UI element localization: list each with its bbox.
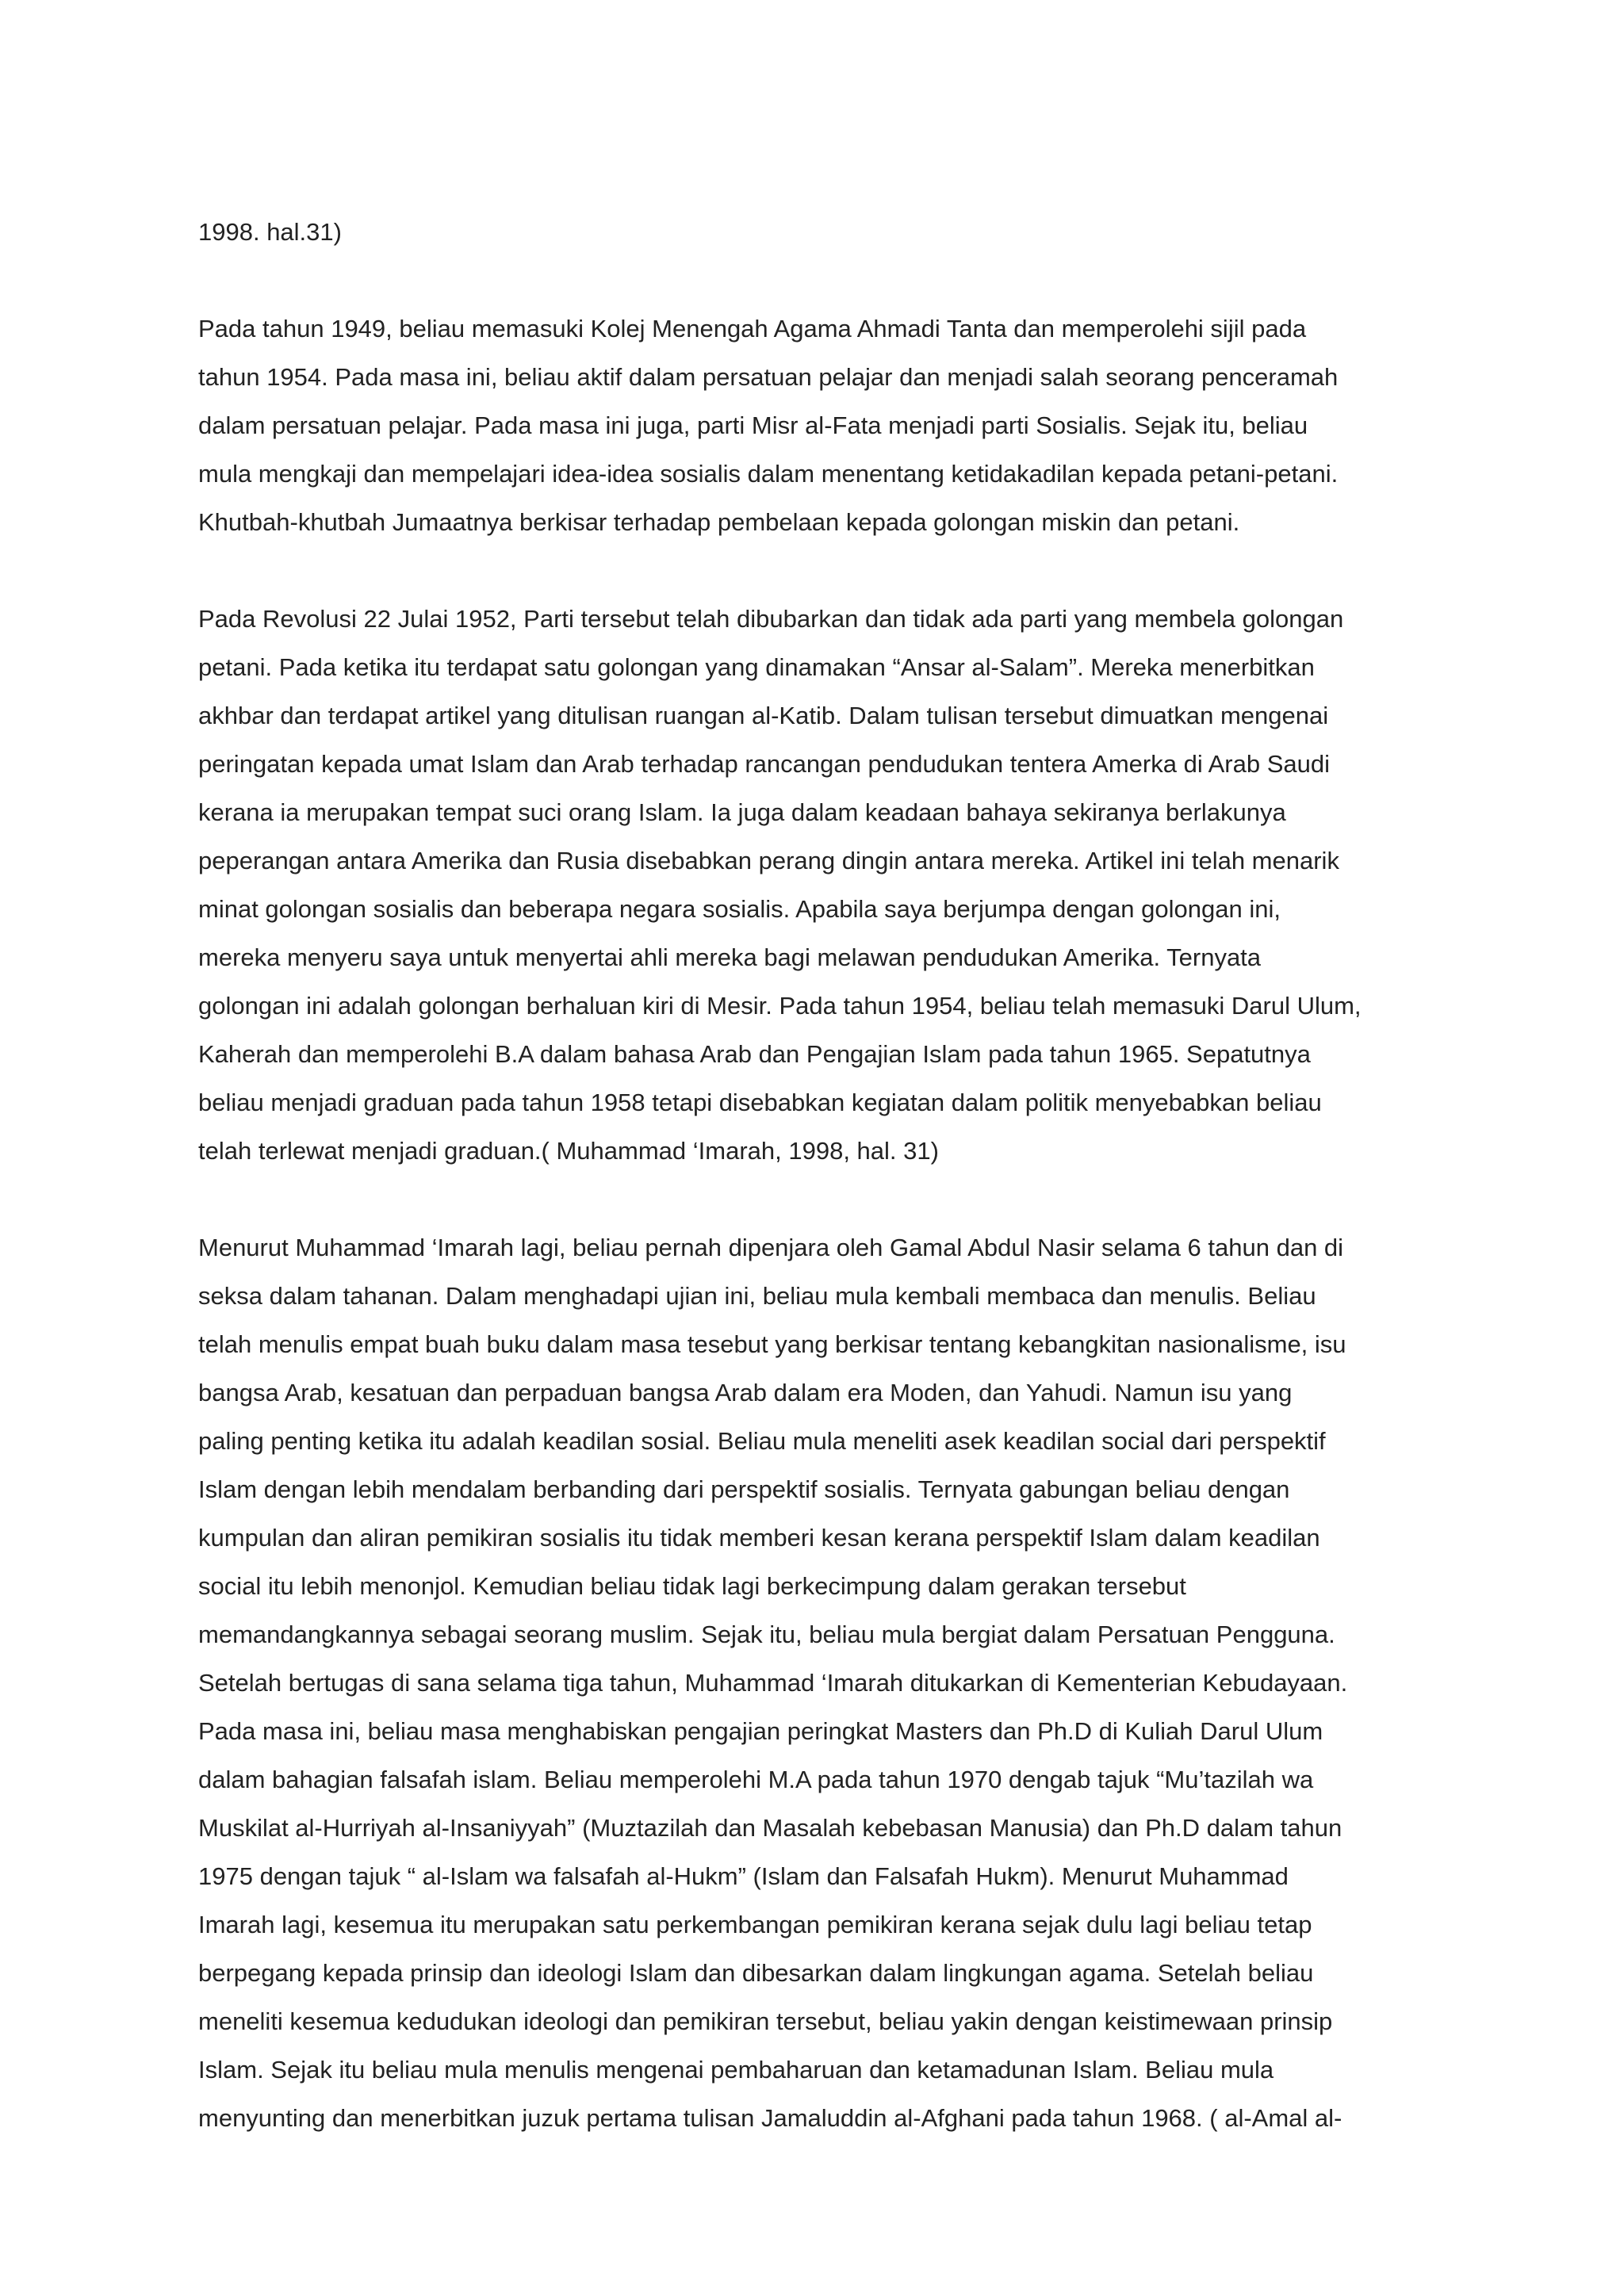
text-line: kumpulan dan aliran pemikiran sosialis itu tidak memberi kesan kerana perspektif Islam dalam keadilan	[198, 1524, 1320, 1552]
text-line: Pada Revolusi 22 Julai 1952, Parti tersebut telah dibubarkan dan tidak ada parti yang membela golongan	[198, 605, 1344, 633]
text-line: Menurut Muhammad ‘Imarah lagi, beliau pernah dipenjara oleh Gamal Abdul Nasir selama 6 tahun dan di	[198, 1234, 1344, 1261]
text-line: dalam bahagian falsafah islam. Beliau memperolehi M.A pada tahun 1970 dengab tajuk “Mu’tazilah wa	[198, 1766, 1314, 1793]
text-line: social itu lebih menonjol. Kemudian beliau tidak lagi berkecimpung dalam gerakan tersebut	[198, 1572, 1186, 1600]
paragraph-1	[198, 304, 1435, 546]
paragraph-gap	[198, 256, 1435, 304]
text-line: mula mengkaji dan mempelajari idea-idea sosialis dalam menentang ketidakadilan kepada petani-petani.	[198, 460, 1339, 488]
document-body	[198, 208, 1435, 2142]
text-line: seksa dalam tahanan. Dalam menghadapi ujian ini, beliau mula kembali membaca dan menulis. Beliau	[198, 1282, 1316, 1310]
text-line: 1975 dengan tajuk “ al-Islam wa falsafah al-Hukm” (Islam dan Falsafah Hukm). Menurut Muhammad	[198, 1862, 1289, 1890]
text-line: Setelah bertugas di sana selama tiga tahun, Muhammad ‘Imarah ditukarkan di Kementerian Kebudayaan.	[198, 1669, 1348, 1697]
text-line: minat golongan sosialis dan beberapa negara sosialis. Apabila saya berjumpa dengan golongan ini,	[198, 895, 1281, 923]
text-line: mereka menyeru saya untuk menyertai ahli mereka bagi melawan pendudukan Amerika. Ternyata	[198, 943, 1262, 971]
paragraph-2	[198, 595, 1435, 1175]
text-line: petani. Pada ketika itu terdapat satu golongan yang dinamakan “Ansar al-Salam”. Mereka menerbitkan	[198, 653, 1315, 681]
text-line: beliau menjadi graduan pada tahun 1958 tetapi disebabkan kegiatan dalam politik menyebabkan beliau	[198, 1089, 1322, 1116]
text-line: bangsa Arab, kesatuan dan perpaduan bangsa Arab dalam era Moden, dan Yahudi. Namun isu yang	[198, 1379, 1293, 1406]
intro-line: 1998. hal.31)	[198, 218, 342, 246]
paragraph-gap	[198, 546, 1435, 595]
text-line: kerana ia merupakan tempat suci orang Islam. Ia juga dalam keadaan bahaya sekiranya berlakunya	[198, 798, 1286, 826]
text-line: telah menulis empat buah buku dalam masa tesebut yang berkisar tentang kebangkitan nasionalisme, isu	[198, 1330, 1346, 1358]
text-line: dalam persatuan pelajar. Pada masa ini juga, parti Misr al-Fata menjadi parti Sosialis. Sejak itu, beliau	[198, 411, 1308, 439]
text-line: peperangan antara Amerika dan Rusia disebabkan perang dingin antara mereka. Artikel ini telah menarik	[198, 847, 1339, 874]
text-line: tahun 1954. Pada masa ini, beliau aktif dalam persatuan pelajar dan menjadi salah seorang penceramah	[198, 363, 1339, 391]
paragraph-3	[198, 1223, 1435, 2142]
text-line: Imarah lagi, kesemua itu merupakan satu perkembangan pemikiran kerana sejak dulu lagi beliau tetap	[198, 1911, 1312, 1938]
text-line: peringatan kepada umat Islam dan Arab terhadap rancangan pendudukan tentera Amerka di Arab Saudi	[198, 750, 1330, 778]
text-line: paling penting ketika itu adalah keadilan sosial. Beliau mula meneliti asek keadilan social dari perspektif	[198, 1427, 1326, 1455]
text-line: memandangkannya sebagai seorang muslim. Sejak itu, beliau mula bergiat dalam Persatuan Pengguna.	[198, 1621, 1335, 1648]
text-line: akhbar dan terdapat artikel yang ditulisan ruangan al-Katib. Dalam tulisan tersebut dimuatkan mengenai	[198, 702, 1329, 729]
text-line: Khutbah-khutbah Jumaatnya berkisar terhadap pembelaan kepada golongan miskin dan petani.	[198, 508, 1240, 536]
text-line: golongan ini adalah golongan berhaluan kiri di Mesir. Pada tahun 1954, beliau telah memasuki Darul Ulum,	[198, 992, 1362, 1020]
text-line: Islam dengan lebih mendalam berbanding dari perspektif sosialis. Ternyata gabungan beliau dengan	[198, 1475, 1290, 1503]
paragraph-gap	[198, 1175, 1435, 1223]
text-line: Islam. Sejak itu beliau mula menulis mengenai pembaharuan dan ketamadunan Islam. Beliau mula	[198, 2056, 1274, 2084]
text-line: Kaherah dan memperolehi B.A dalam bahasa Arab dan Pengajian Islam pada tahun 1965. Sepatutnya	[198, 1040, 1311, 1068]
text-line: Pada tahun 1949, beliau memasuki Kolej Menengah Agama Ahmadi Tanta dan memperolehi sijil pada	[198, 315, 1307, 342]
text-line: menyunting dan menerbitkan juzuk pertama tulisan Jamaluddin al-Afghani pada tahun 1968. ( al-Amal al-	[198, 2104, 1342, 2132]
text-line: telah terlewat menjadi graduan.( Muhammad ‘Imarah, 1998, hal. 31)	[198, 1137, 939, 1165]
text-line: meneliti kesemua kedudukan ideologi dan pemikiran tersebut, beliau yakin dengan keistimewaan prinsip	[198, 2007, 1333, 2035]
text-line: berpegang kepada prinsip dan ideologi Islam dan dibesarkan dalam lingkungan agama. Setelah beliau	[198, 1959, 1314, 1987]
text-line: Muskilat al-Hurriyah al-Insaniyyah” (Muztazilah dan Masalah kebebasan Manusia) dan Ph.D dalam tahun	[198, 1814, 1342, 1842]
text-line: Pada masa ini, beliau masa menghabiskan pengajian peringkat Masters dan Ph.D di Kuliah Darul Ulum	[198, 1717, 1323, 1745]
